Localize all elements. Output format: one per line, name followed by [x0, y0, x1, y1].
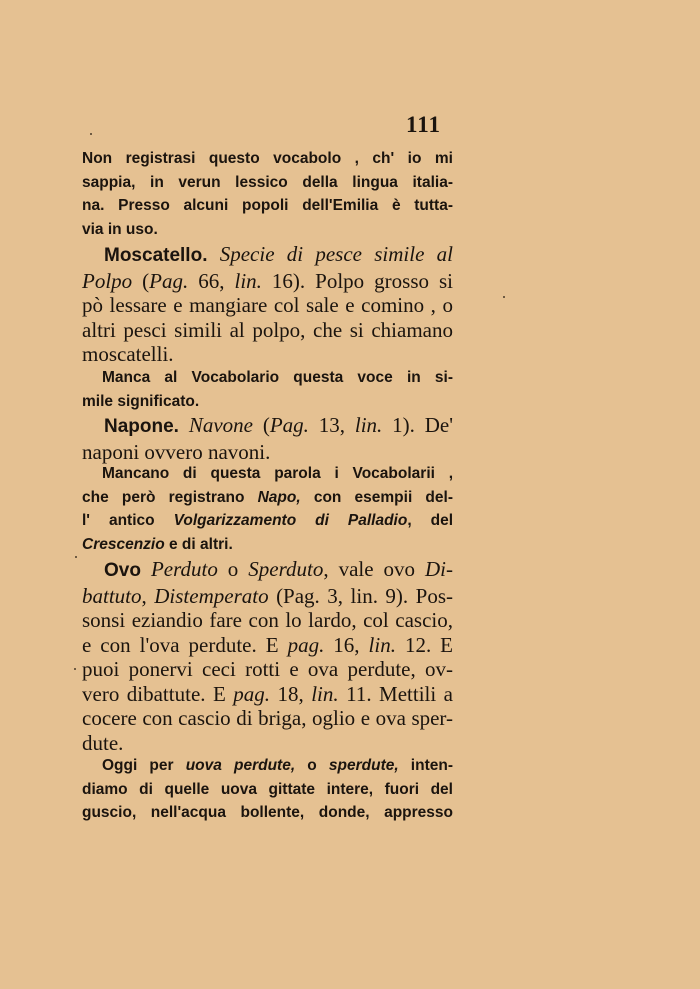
italic-text: pag. — [287, 632, 325, 657]
text-run: che però registrano — [82, 488, 258, 506]
italic-text: lin. — [368, 632, 396, 657]
italic-text: Navone — [188, 413, 253, 437]
italic-text: Sperduto — [248, 557, 324, 581]
entry-moscatello — [82, 242, 453, 367]
text-line: Mancano di questa parola i Vocabolarii , — [102, 465, 453, 482]
text-line: na. Presso alcuni popoli dell'Emilia è tutta- — [82, 197, 453, 214]
text-run: inten- — [398, 757, 453, 774]
text-run: vero dibattute. E — [82, 681, 234, 706]
text-line — [82, 754, 453, 778]
entry-ovo — [82, 557, 453, 755]
page-number: 111 — [406, 112, 441, 137]
text-line: naponi ovvero navoni. — [82, 439, 271, 464]
italic-text: Di- — [425, 557, 453, 581]
entry-headword: Napone. — [104, 416, 179, 437]
text-line — [82, 269, 453, 294]
speck-mark — [90, 133, 92, 135]
text-line: mile significato. — [82, 392, 200, 410]
italic-text: lin. — [234, 268, 262, 293]
italic-text: pag. — [233, 681, 271, 706]
text-run: 12. E — [395, 632, 453, 657]
text-run: ( — [252, 413, 270, 437]
italic-text: lin. — [311, 681, 339, 706]
text-run: (Pag. 3, lin. 9). Pos- — [268, 583, 453, 608]
text-line — [82, 633, 453, 658]
italic-text: Crescenzio — [82, 535, 165, 553]
text-line — [82, 533, 453, 557]
italic-text: Specie di pesce simile al — [219, 242, 453, 266]
text-run: o — [295, 757, 329, 774]
text-line: Non registrasi questo vocabolo , ch' io mi — [82, 150, 453, 167]
italic-text: Volgarizzamento di Palladio — [173, 512, 408, 529]
text-line: pò lessare e mangiare col sale e comino , o — [82, 293, 453, 317]
text-line — [82, 413, 453, 440]
speck-mark — [503, 296, 505, 298]
italic-text: Pag. — [269, 413, 309, 437]
text-run: con esempii del- — [300, 488, 453, 506]
text-line: puoi ponervi ceci rotti e ova perdute, ov- — [82, 657, 453, 681]
text-line — [82, 557, 453, 584]
paragraph-note-2 — [82, 366, 453, 413]
text-run: , — [141, 583, 155, 608]
italic-text: battuto — [82, 583, 142, 608]
text-run: , vale ovo — [323, 557, 425, 581]
text-line — [82, 509, 453, 533]
italic-text: lin. — [354, 413, 383, 437]
text-run: 1). De' — [382, 413, 454, 437]
paragraph-note-3 — [82, 462, 453, 556]
text-run: o — [217, 557, 249, 581]
text-line: Manca al Vocabolario questa voce in si- — [102, 369, 453, 386]
text-run: e con l'ova perdute. E — [82, 632, 288, 657]
text-line: dute. — [82, 730, 124, 755]
italic-text: Polpo — [82, 268, 133, 293]
text-line: sonsi eziandio fare con lo lardo, col cascio, — [82, 608, 453, 632]
text-line: sappia, in verun lessico della lingua italia- — [82, 173, 453, 191]
text-run: e di altri. — [164, 535, 233, 553]
text-line — [82, 486, 453, 510]
italic-text: Napo, — [257, 488, 301, 506]
text-line — [82, 242, 453, 269]
text-run: 11. Mettili a — [338, 681, 453, 706]
text-line — [82, 682, 453, 707]
text-line: altri pesci simili al polpo, che si chiamano — [82, 317, 453, 342]
entry-napone — [82, 413, 453, 464]
text-run: 16, — [324, 632, 369, 657]
text-run: l' antico — [82, 512, 174, 529]
text-run: 16). Polpo grosso si — [261, 268, 454, 293]
italic-text: uova perdute, — [185, 757, 296, 774]
entry-headword: Moscatello. — [104, 245, 208, 266]
text-run: 66, — [188, 268, 235, 293]
text-line — [82, 584, 453, 609]
text-line: via in uso. — [82, 220, 158, 238]
italic-text: Perduto — [150, 557, 218, 581]
speck-mark — [74, 668, 76, 670]
text-run: Oggi per — [102, 757, 186, 774]
text-run: 18, — [270, 681, 312, 706]
italic-text: sperdute, — [328, 757, 399, 774]
text-run: ( — [132, 268, 150, 293]
entry-headword: Ovo — [104, 560, 141, 581]
italic-text: Pag. — [149, 268, 189, 293]
text-line: guscio, nell'acqua bollente, donde, appresso — [82, 804, 453, 821]
text-line: cocere con cascio di briga, oglio e ova sper- — [82, 706, 453, 730]
text-line: moscatelli. — [82, 342, 174, 366]
paragraph-note-1 — [82, 147, 453, 241]
speck-mark — [75, 556, 77, 558]
italic-text: Distemperato — [154, 583, 269, 608]
paragraph-note-4 — [82, 754, 453, 825]
text-run: , del — [407, 512, 454, 529]
text-run: 13, — [308, 413, 355, 437]
text-line: diamo di quelle uova gittate intere, fuori del — [82, 780, 453, 798]
